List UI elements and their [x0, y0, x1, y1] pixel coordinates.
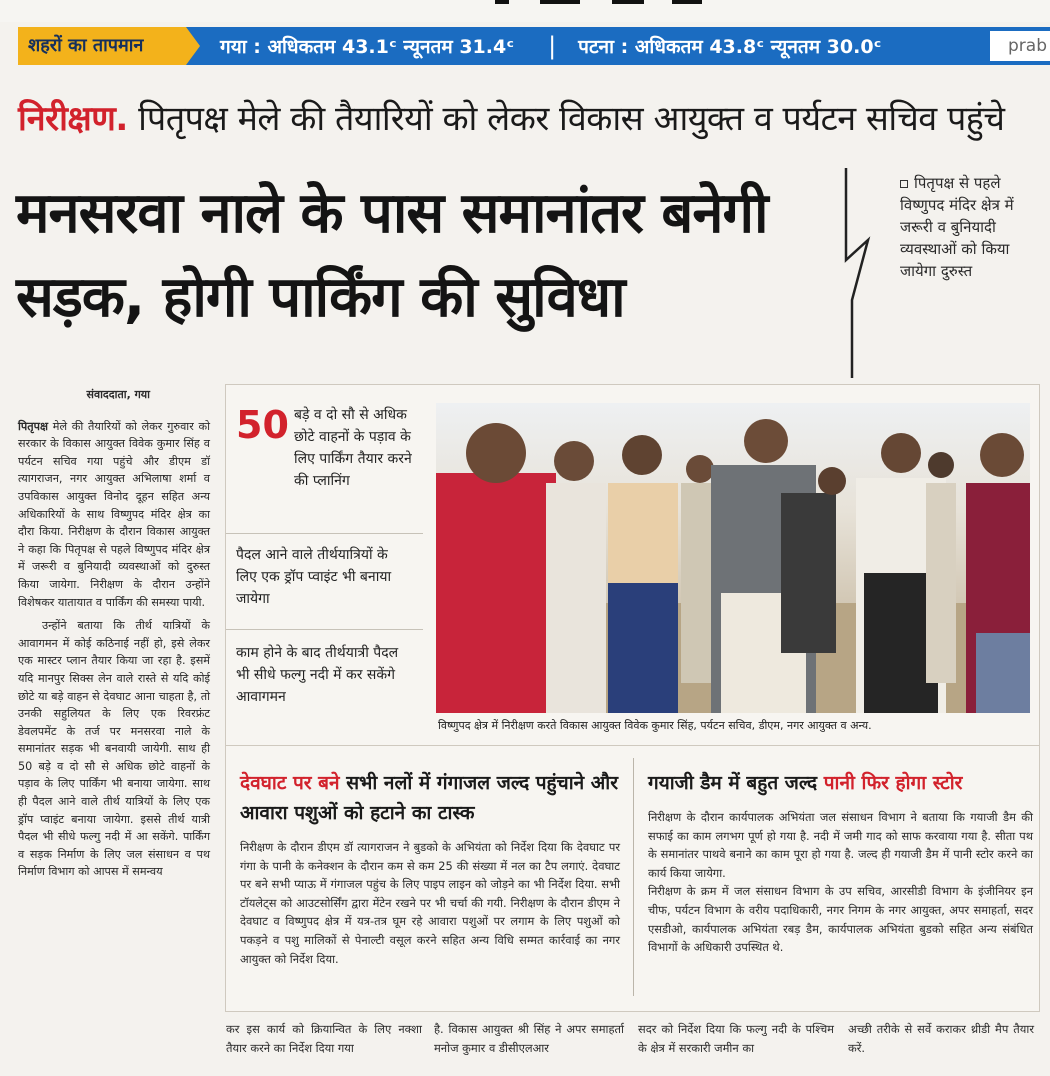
fact-item-1 — [226, 396, 423, 534]
story-devghat-title-red: देवघाट पर बने — [240, 772, 340, 794]
story-devghat-title — [240, 768, 620, 828]
temperature-label: शहरों का तापमान — [18, 27, 186, 65]
story-gayaji-dam-title — [648, 768, 1033, 798]
left-paragraph-2: उन्होंने बताया कि तीर्थ यात्रियों के आवागमन में कोई कठिनाई नहीं हो, इसे लेकर एक मास्टर प्लान तैयार किया जा रहा है. इसमें यदि मानपुर सिक्स लेन वाले रास्ते से यदि कोई छोटे या बड़े वाहन से देवघाट आना चाहता है, तो उनकी सहुलियत के लिए एक रिवरफ्रंट डेवलपमेंट के तर्ज पर मनसरवा नाले के समानांतर सड़क भी बनवायी जायेगी. साथ ही 50 बड़े व दो सौ से अधिक छोटे वाहनों के पड़ाव के लिए पार्किंग भी बनाया जायेगा. साथ ही पैदल आने वाले तीर्थ यात्रियों के लिए एक ड्रॉप प्वाइंट बनाया जायेगा. इससे तीर्थ यात्री पैदल भी सीधे फल्गु नदी में आ सकेंगे. पार्किंग व सड़क निर्माण के लिए जल संसाधन व पथ निर्माण विभाग को आपस में समन्वय — [18, 619, 210, 879]
gaya-temperature: गया : अधिकतम 43.1ᶜ न्यूनतम 31.4ᶜ — [220, 36, 515, 58]
story-gayaji-dam-title-rest: गयाजी डैम में बहुत जल्द — [648, 772, 824, 794]
side-bullet — [900, 172, 1040, 282]
side-bullet-text: पितृपक्ष से पहले विष्णुपद मंदिर क्षेत्र में जरूरी व बुनियादी व्यवस्थाओं को किया जायेगा दुरुस्त — [900, 174, 1014, 280]
fact-1-text: बड़े व दो सौ से अधिक छोटे वाहनों के पड़ाव के लिए पार्किंग तैयार करने की प्लानिंग — [294, 407, 412, 489]
bottom-column-3: सदर को निर्देश दिया कि फल्गु नदी के पश्चिम के क्षेत्र में सरकारी जमीन का — [638, 1022, 834, 1055]
cropped-masthead-mark — [612, 0, 644, 4]
kicker — [18, 94, 1004, 140]
cropped-masthead-mark — [540, 0, 580, 4]
kicker-label: निरीक्षण. — [18, 99, 128, 139]
fact-number: 50 — [236, 403, 289, 447]
bullet-square-icon — [900, 180, 908, 188]
patna-temperature: पटना : अधिकतम 43.8ᶜ न्यूनतम 30.0ᶜ — [578, 36, 882, 58]
byline: संवाददाता, गया — [86, 388, 150, 401]
photo-caption: विष्णुपद क्षेत्र में निरीक्षण करते विकास आयुक्त विवेक कुमार सिंह, पर्यटन सचिव, डीएम, नगर आयुक्त व अन्य. — [438, 719, 872, 732]
vertical-divider — [633, 758, 634, 996]
story-devghat-body: निरीक्षण के दौरान डीएम डॉ त्यागराजन ने बुडको के अभियंता को निर्देश दिया कि देवघाट पर गंगा के पानी के कनेक्शन के दौरान कम से कम 25 की संख्या में नल का टैप लगाएं. देवघाट पर बने सभी प्याऊ में गंगाजल पहुंच के लिए पाइप लाइन को जोड़ने का भी निर्देश दिया. सभी टॉयलेट्स को आउटसोर्सिंग द्वारा मेंटेन रखने पर भी चर्चा की गयी. निरीक्षण के दौरान डीएम ने देवघाट व विष्णुपद क्षेत्र में यत्र-तत्र घूम रहे आवारा पशुओं पर लगाम के लिए पशुओं को पकड़ने व पशु मालिकों से पेनाल्टी वसूल करने सहित अन्य विधि सम्मत कार्रवाई का नगर आयुक्त को निर्देश दिया. — [240, 840, 620, 966]
left-paragraph-1-text: मेले की तैयारियों को लेकर गुरुवार को सरकार के विकास आयुक्त विवेक कुमार सिंह व पर्यटन सचिव गया पहुंचे और डीएम डॉ त्यागराजन, नगर आयुक्त अभिलाषा शर्मा व उपविकास आयुक्त विनोद दूहन सहित अन्य अधिकारियों के साथ विष्णुपद मंदिर क्षेत्र का दौरा किया. निरीक्षण के दौरान विकास आयुक्त ने कहा कि पितृपक्ष से पहले विष्णुपद मंदिर क्षेत्र में जरूरी व बुनियादी व्यवस्थाओं को दुरुस्त किया जायेगा. निरीक्षण के दौरान उन्होंने विशेषकर यातायात व पार्किंग की समस्या पायी. — [18, 419, 210, 609]
story-gayaji-dam — [648, 768, 1033, 957]
fact-box — [226, 396, 423, 730]
kicker-text: पितृपक्ष मेले की तैयारियों को लेकर विकास आयुक्त व पर्यटन सचिव पहुंचे — [138, 99, 1005, 139]
cropped-masthead-mark — [495, 0, 509, 4]
story-gayaji-dam-title-red: पानी फिर होगा स्टोर — [823, 772, 963, 794]
story-devghat-title-rest: सभी नलों में गंगाजल जल्द पहुंचाने और आवारा पशुओं को हटाने का टास्क — [240, 772, 619, 824]
temperature-bar — [18, 27, 1050, 65]
story-devghat — [240, 768, 620, 968]
bottom-column-4: अच्छी तरीके से सर्वे कराकर थ्रीडी मैप तैयार करें. — [848, 1022, 1034, 1055]
horizontal-divider — [226, 745, 1040, 746]
cropped-masthead-mark — [672, 0, 702, 4]
top-strip — [0, 0, 1050, 22]
bottom-column-1: कर इस कार्य को क्रियान्वित के लिए नक्शा तैयार करने का निर्देश दिया गया — [226, 1022, 422, 1055]
left-paragraph-1 — [18, 418, 210, 612]
brand-fragment: prab — [990, 31, 1050, 61]
story-gayaji-dam-body-2: निरीक्षण के क्रम में जल संसाधन विभाग के उप सचिव, आरसीडी विभाग के इंजीनियर इन चीफ, पर्यटन विभाग के वरीय पदाधिकारी, नगर निगम के नगर आयुक्त, अपर समाहर्ता, सदर एसडीओ, कार्यपालक अभियंता रबड़ डैम, कार्यपालक अभियंता बुडको सहित अन्य संबंधित विभागों के अधिकारी उपस्थित थे. — [648, 884, 1033, 955]
bottom-column-2: है. विकास आयुक्त श्री सिंह ने अपर समाहर्ता मनोज कुमार व डीसीएलआर — [434, 1022, 624, 1055]
fact-item-2: पैदल आने वाले तीर्थयात्रियों के लिए एक ड्रॉप प्वाइंट भी बनाया जायेगा — [226, 534, 423, 630]
temperature-separator: | — [548, 32, 557, 60]
left-column-article — [18, 386, 210, 887]
inspection-photo — [436, 403, 1030, 713]
fact-item-3: काम होने के बाद तीर्थयात्री पैदल भी सीधे फल्गु नदी में कर सकेंगे आवागमन — [236, 645, 399, 705]
lead-word: पितृपक्ष — [18, 419, 49, 433]
story-gayaji-dam-body-1: निरीक्षण के दौरान कार्यपालक अभियंता जल संसाधन विभाग ने बताया कि गयाजी डैम की सफाई का काम लगभग पूर्ण हो गया है. नदी में जमी गाद को साफ करवाया गया है. सीता पथ के समानांतर पाथवे बनाने का काम पूरा हो गया है. जल्द ही गयाजी डैम में पानी स्टोर करने का कार्य किया जायेगा. — [648, 810, 1033, 880]
headline: मनसरवा नाले के पास समानांतर बनेगी सड़क, होगी पार्किंग की सुविधा — [16, 181, 768, 330]
headline-zigzag-divider — [838, 168, 874, 378]
